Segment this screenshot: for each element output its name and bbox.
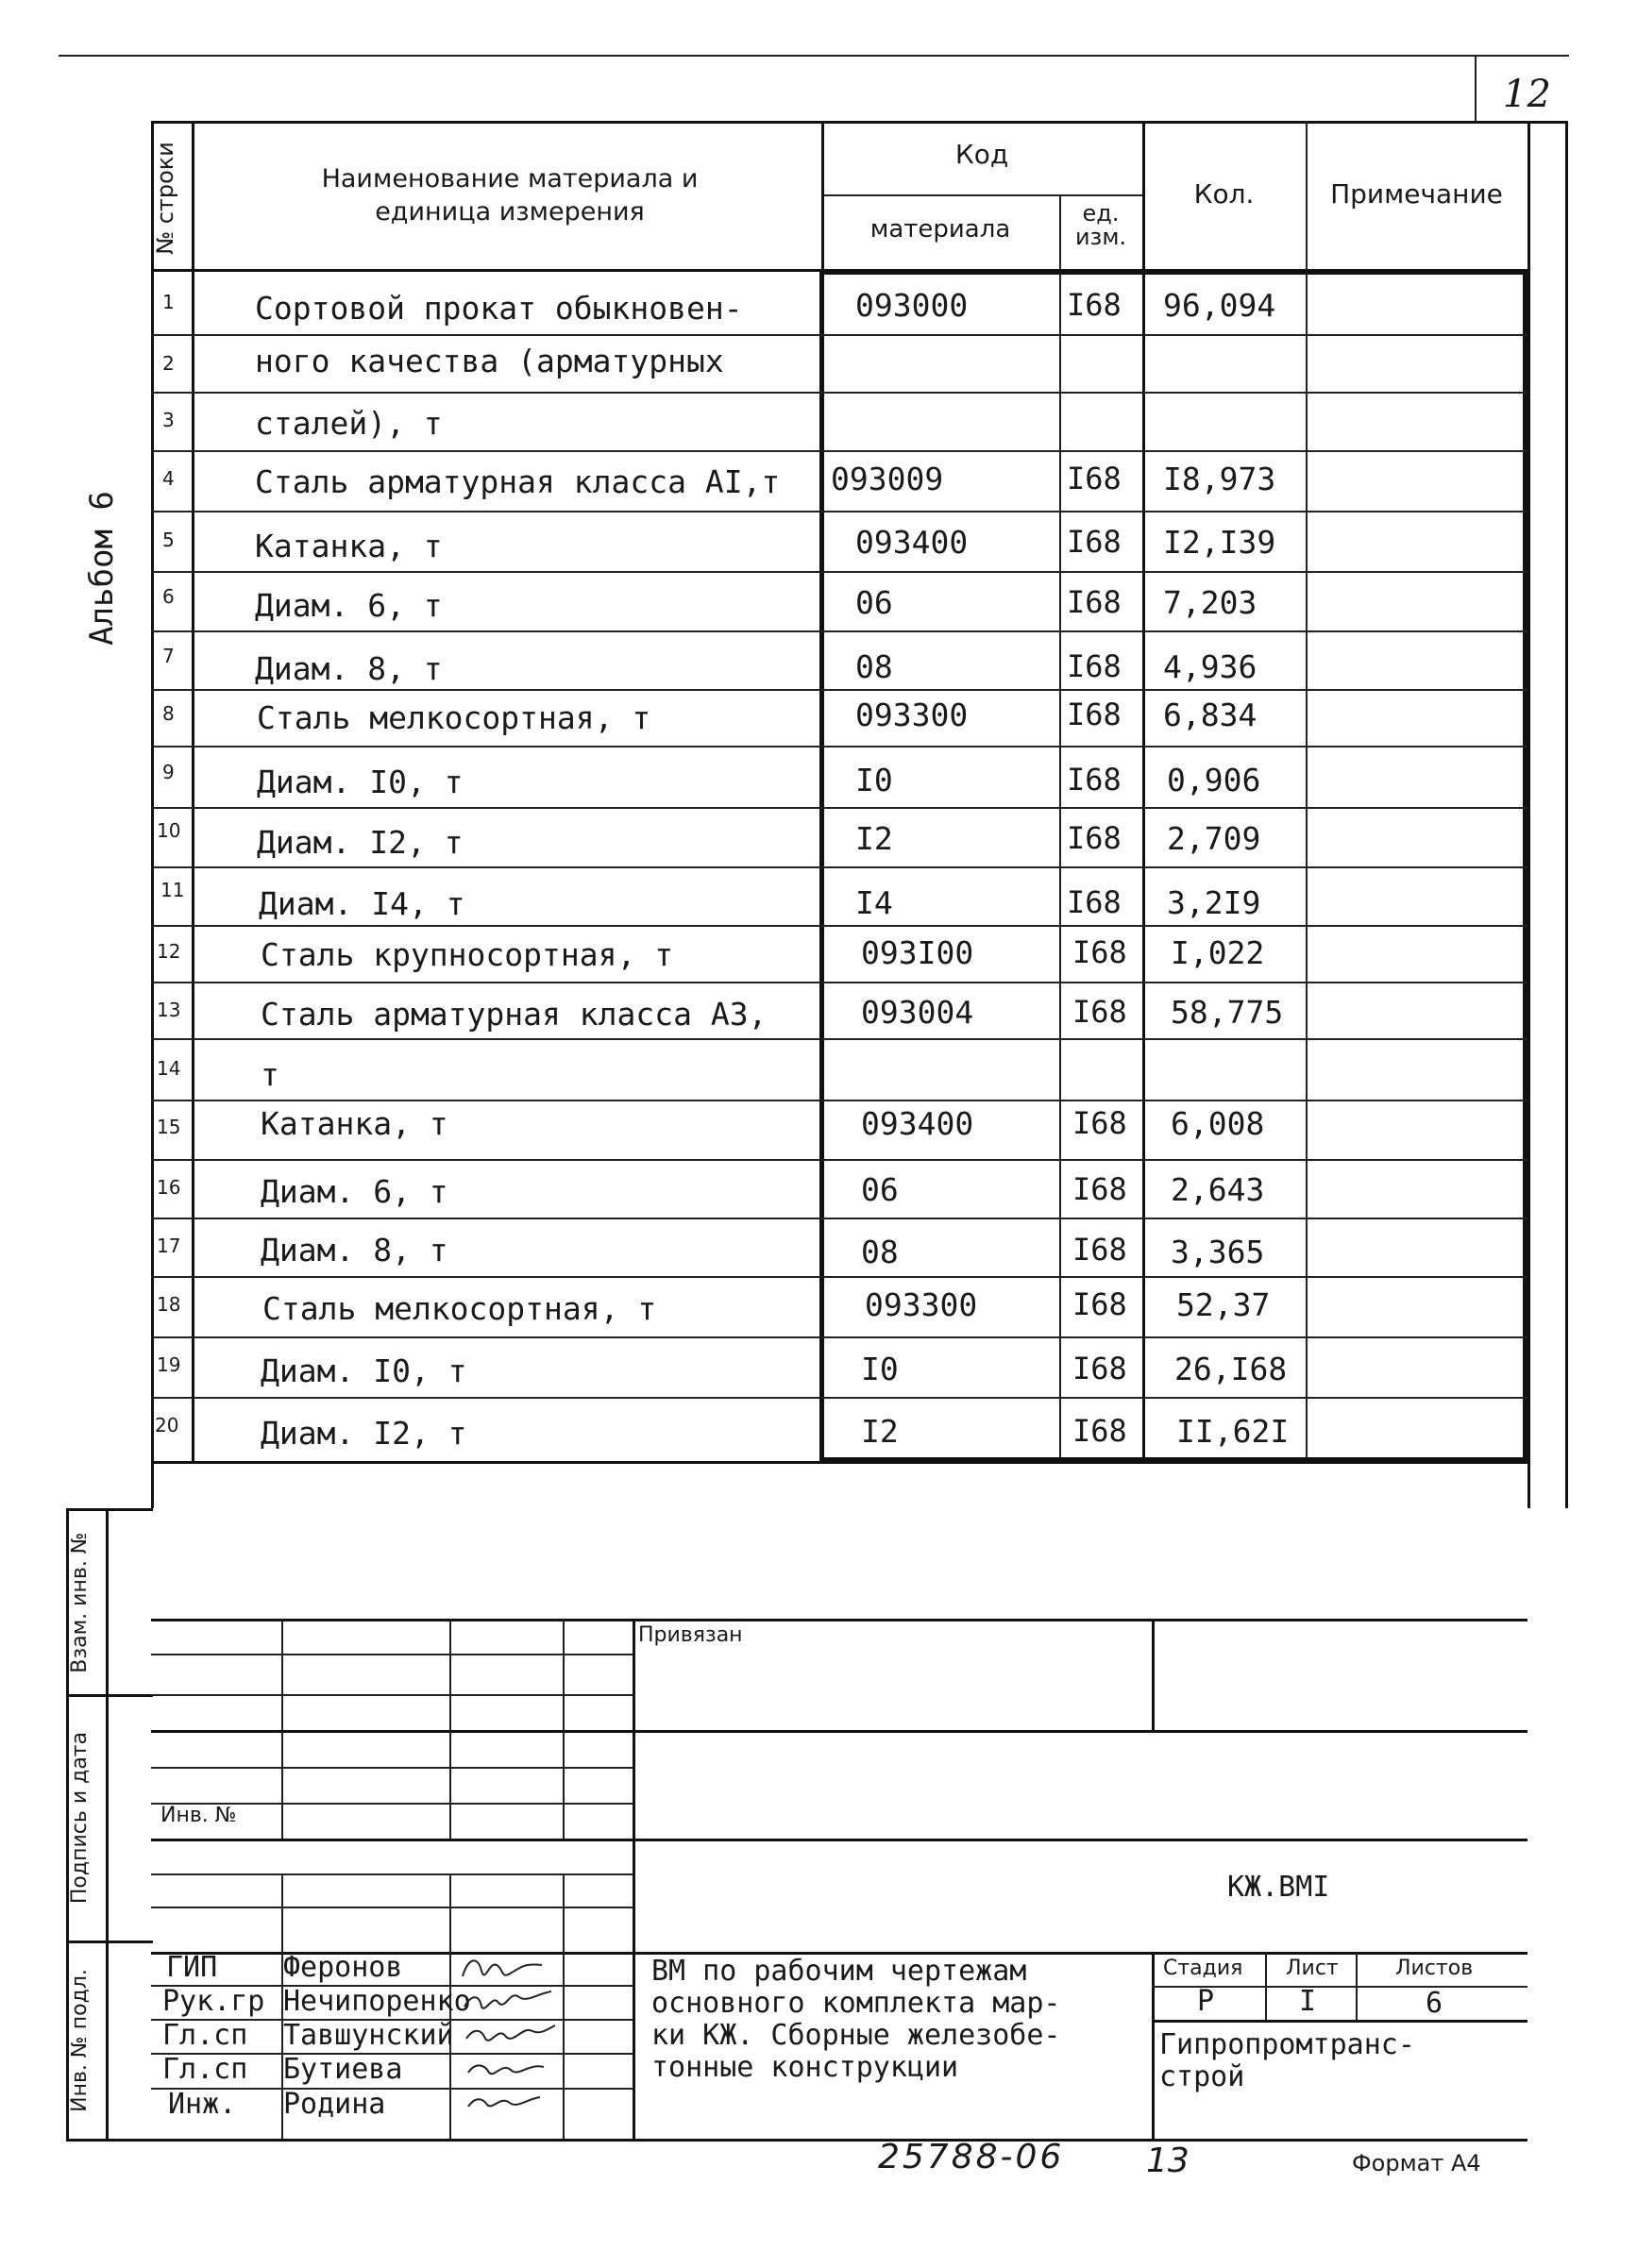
- row-qty: 0,906: [1167, 762, 1261, 798]
- row-qty: 52,37: [1176, 1286, 1271, 1323]
- row-name: Сталь мелкосортная, т: [257, 699, 651, 736]
- row-name: Диам. 8, т: [255, 650, 443, 687]
- row-number: 5: [162, 529, 175, 551]
- privyazan-label: Привязан: [638, 1623, 743, 1647]
- signatures: [457, 1952, 561, 2131]
- signer-role: Инж.: [168, 2088, 237, 2121]
- row-number: 4: [162, 467, 175, 490]
- row-code: I2: [855, 820, 893, 857]
- row-unit: I68: [1072, 1171, 1127, 1207]
- row-name: Сталь мелкосортная, т: [262, 1290, 657, 1327]
- row-number: 14: [157, 1057, 181, 1080]
- row-name: Диам. I4, т: [259, 885, 465, 922]
- signer-name: Феронов: [283, 1951, 403, 1984]
- description-line: ВМ по рабочим чертежам: [651, 1955, 1027, 1988]
- row-number: 2: [162, 352, 175, 375]
- row-qty: I2,I39: [1163, 524, 1276, 561]
- stage-label: Стадия: [1163, 1957, 1243, 1980]
- row-unit: I68: [1072, 1413, 1127, 1449]
- format-label: Формат А4: [1352, 2150, 1481, 2176]
- signer-name: Нечипоренко: [283, 1985, 471, 2018]
- doc-number: 25788-06: [878, 2138, 1065, 2176]
- row-number: 8: [162, 702, 175, 725]
- organization-line: Гипропромтранс-: [1159, 2028, 1415, 2061]
- row-qty: 6,008: [1171, 1105, 1265, 1142]
- row-qty: 7,203: [1163, 584, 1257, 621]
- row-code: 093400: [861, 1105, 974, 1142]
- signer-name: Родина: [283, 2088, 386, 2121]
- album-label: Альбом 6: [83, 491, 121, 646]
- row-qty: 3,365: [1171, 1234, 1265, 1270]
- row-number: 10: [157, 819, 181, 842]
- signer-name: Бутиева: [283, 2053, 403, 2086]
- signer-role: Гл.сп: [162, 2019, 248, 2052]
- row-code: 093300: [855, 697, 969, 733]
- header-row-no: № строки: [152, 142, 178, 255]
- row-name: Диам. I0, т: [261, 1352, 467, 1389]
- row-code: 093009: [831, 461, 944, 497]
- row-name: Сталь арматурная класса AI,т: [255, 463, 781, 500]
- row-code: 093004: [861, 994, 974, 1031]
- row-unit: I68: [1067, 524, 1122, 560]
- signer-role: Рук.гр: [162, 1985, 265, 2018]
- signer-role: Гл.сп: [162, 2053, 248, 2086]
- row-qty: 2,709: [1167, 820, 1261, 857]
- description-line: ки КЖ. Сборные железобе-: [651, 2019, 1061, 2052]
- row-qty: 6,834: [1163, 697, 1257, 733]
- row-code: I4: [855, 884, 893, 921]
- row-number: 3: [162, 409, 175, 431]
- row-qty: 2,643: [1171, 1171, 1265, 1208]
- label-inv-podl: Инв. № подл.: [68, 1969, 92, 2112]
- row-name: Диам. I0, т: [257, 764, 464, 800]
- row-name: Катанка, т: [255, 528, 443, 564]
- description-line: тонные конструкции: [651, 2051, 959, 2084]
- row-unit: I68: [1072, 1232, 1127, 1268]
- row-name: Диам. I2, т: [261, 1415, 467, 1452]
- header-unit-code: ед. изм.: [1074, 200, 1127, 251]
- row-name: Сталь арматурная класса A3,: [261, 996, 768, 1033]
- row-number: 19: [157, 1353, 181, 1376]
- row-code: I2: [861, 1413, 899, 1450]
- row-number: 13: [157, 999, 181, 1021]
- sheet-value: I: [1299, 1985, 1317, 2018]
- row-qty: I,022: [1171, 934, 1265, 971]
- row-unit: I68: [1067, 820, 1122, 856]
- header-material-code: материала: [869, 215, 1011, 244]
- row-qty: 58,775: [1171, 994, 1284, 1031]
- row-unit: I68: [1072, 1105, 1127, 1141]
- row-unit: I68: [1067, 287, 1122, 323]
- row-unit: I68: [1067, 697, 1122, 732]
- stage-value: Р: [1197, 1985, 1215, 2018]
- signer-name: Тавшунский: [283, 2019, 454, 2052]
- row-name: Сталь крупносортная, т: [261, 936, 674, 973]
- row-qty: II,62I: [1176, 1413, 1290, 1450]
- row-name: Диам. I2, т: [257, 824, 464, 861]
- row-code: 093300: [865, 1286, 978, 1323]
- row-unit: I68: [1067, 461, 1122, 496]
- organization-line: строй: [1159, 2060, 1245, 2093]
- row-qty: 3,2I9: [1167, 884, 1261, 921]
- row-qty: 96,094: [1163, 287, 1276, 324]
- row-name: ного качества (арматурных: [255, 343, 724, 379]
- row-unit: I68: [1072, 934, 1127, 970]
- row-qty: 26,I68: [1174, 1351, 1288, 1387]
- doc-code: КЖ.ВМI: [1227, 1871, 1330, 1904]
- row-code: 08: [855, 648, 893, 685]
- row-code: 093000: [855, 287, 969, 324]
- row-unit: I68: [1072, 994, 1127, 1030]
- row-unit: I68: [1072, 1286, 1127, 1322]
- page-number: 12: [1503, 73, 1551, 116]
- row-name: т: [261, 1056, 279, 1093]
- description-line: основного комплекта мар-: [651, 1987, 1061, 2020]
- label-podpis-data: Подпись и дата: [68, 1731, 92, 1905]
- sheets-value: 6: [1426, 1987, 1443, 2020]
- row-number: 7: [162, 645, 175, 667]
- header-quantity: Кол.: [1193, 178, 1255, 210]
- row-name: Сортовой прокат обыкновен-: [255, 290, 743, 327]
- row-name: Катанка, т: [261, 1105, 448, 1142]
- label-vzam-inv: Взам. инв. №: [68, 1532, 92, 1673]
- header-code: Код: [954, 139, 1009, 170]
- row-code: I0: [855, 762, 893, 798]
- row-number: 18: [157, 1293, 181, 1316]
- row-name: Диам. 8, т: [261, 1232, 448, 1268]
- row-code: 06: [861, 1171, 899, 1208]
- row-number: 6: [162, 585, 175, 608]
- row-code: 06: [855, 584, 893, 621]
- row-number: 16: [157, 1176, 181, 1199]
- row-number: 12: [157, 940, 181, 963]
- sheet-ref: 13: [1146, 2142, 1190, 2180]
- row-qty: I8,973: [1163, 461, 1276, 497]
- row-code: I0: [861, 1351, 899, 1387]
- row-unit: I68: [1067, 648, 1122, 684]
- row-number: 20: [155, 1414, 179, 1436]
- row-unit: I68: [1072, 1351, 1127, 1386]
- row-name: сталей), т: [255, 405, 443, 442]
- row-unit: I68: [1067, 762, 1122, 798]
- header-note: Примечание: [1330, 178, 1503, 210]
- sheet-label: Лист: [1286, 1957, 1339, 1980]
- row-qty: 4,936: [1163, 648, 1257, 685]
- inv-no-label: Инв. №: [160, 1804, 237, 1827]
- sheets-label: Листов: [1395, 1957, 1474, 1980]
- row-number: 9: [162, 761, 175, 783]
- row-number: 11: [160, 879, 185, 901]
- row-unit: I68: [1067, 584, 1122, 620]
- row-code: 093I00: [861, 934, 974, 971]
- row-code: 093400: [855, 524, 969, 561]
- row-number: 15: [157, 1116, 181, 1138]
- row-unit: I68: [1067, 884, 1122, 920]
- row-name: Диам. 6, т: [261, 1173, 448, 1210]
- row-number: 1: [162, 291, 175, 313]
- header-name: Наименование материала и единица измерения: [321, 164, 699, 227]
- row-number: 17: [157, 1235, 181, 1257]
- row-name: Диам. 6, т: [255, 587, 443, 624]
- signer-role: ГИП: [166, 1951, 218, 1984]
- row-code: 08: [861, 1234, 899, 1270]
